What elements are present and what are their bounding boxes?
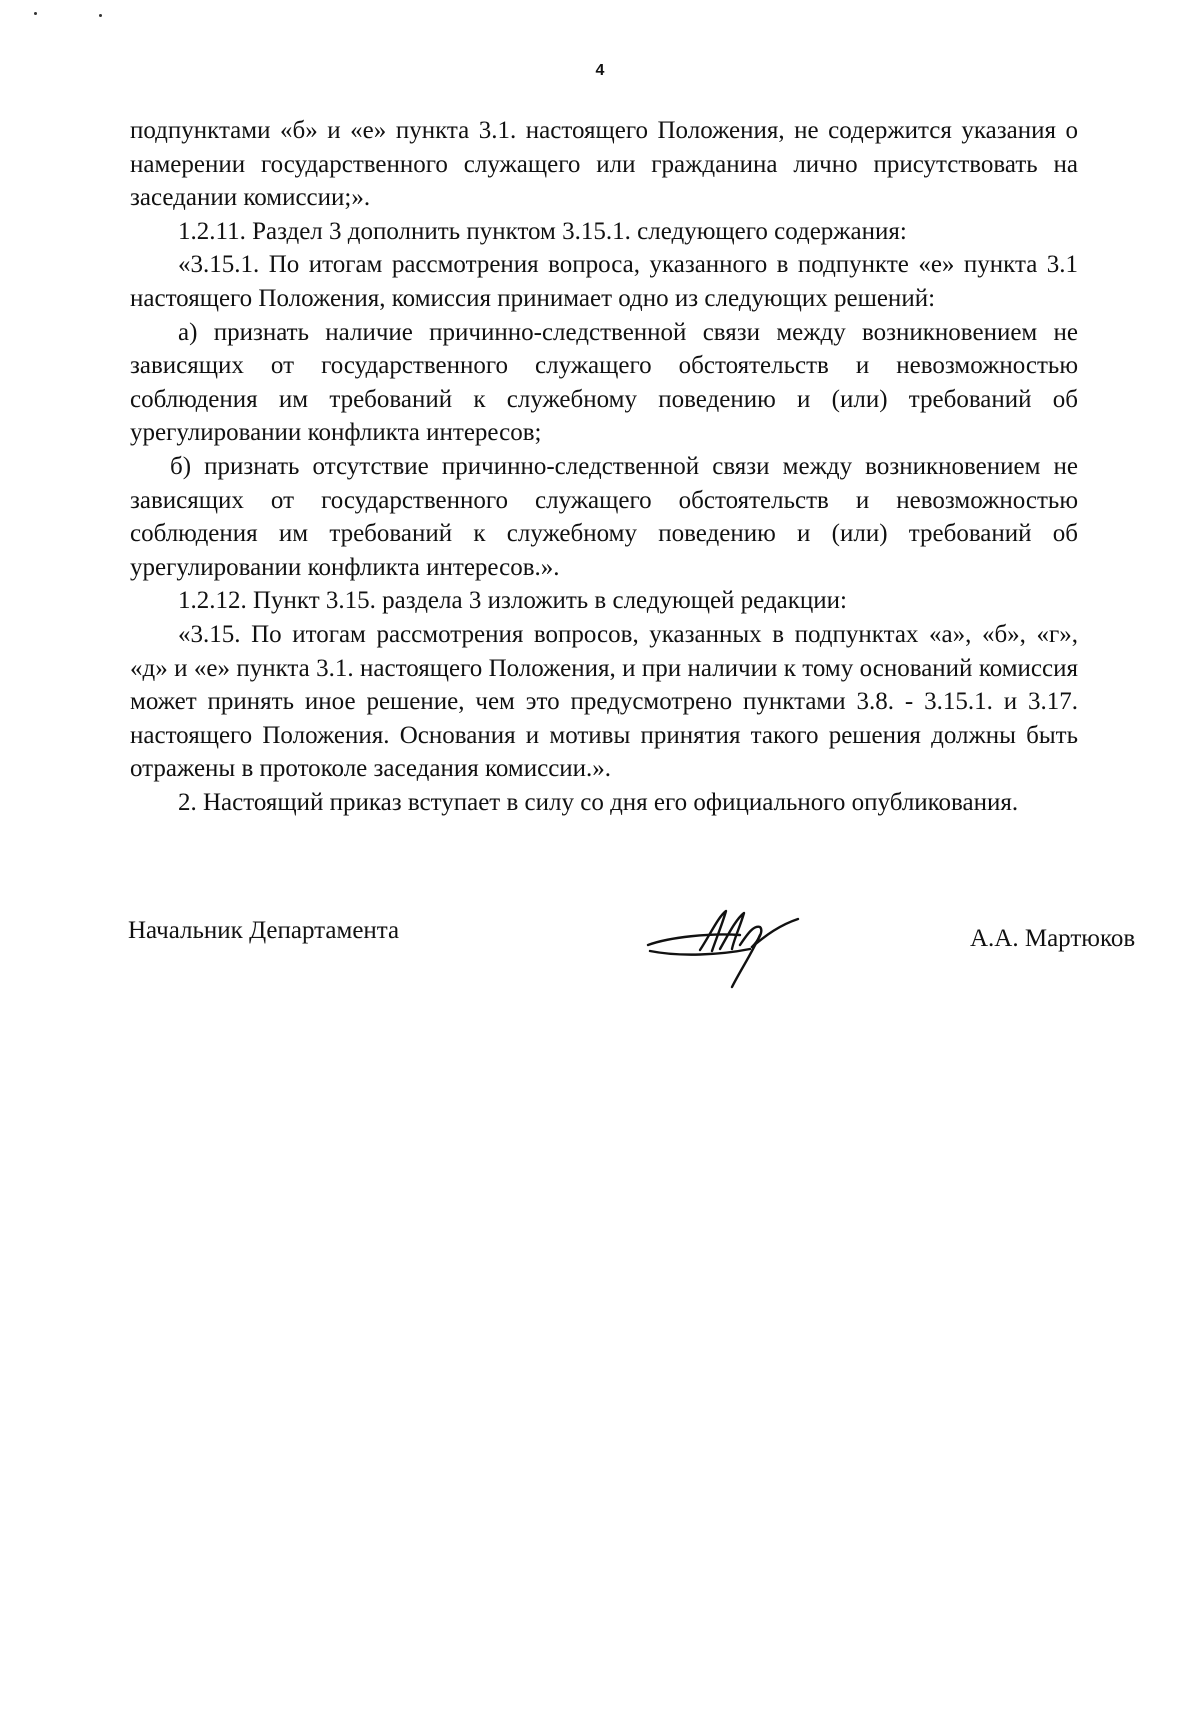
page-number: 4 [595,62,605,79]
signer-position: Начальник Департамента [128,917,400,944]
paragraph-subclause-b: б) признать отсутствие причинно-следственной связи между возникновением не зависящих от государственного служащего обстоятельств и невозможностью соблюдения им требований к служебному поведению и (или) требований об урегулировании конфликта интересов.». [130,452,1078,581]
paragraph-clause-3-15-1: «3.15.1. По итогам рассмотрения вопроса, указанного в подпункте «е» пункта 3.1 настоящего Положения, комиссия принимает одно из следующих решений: [130,251,1078,312]
signature-block [0,905,1200,1005]
scan-speck [34,12,37,15]
signer-name: А.А. Мартюков [970,925,1136,952]
paragraph-clause-3-15: «3.15. По итогам рассмотрения вопросов, указанных в подпунктах «а», «б», «г», «д» и «е» пункта 3.1. настоящего Положения, и при наличии к тому оснований комиссия может принять иное решение, чем это предусмотрено пунктами 3.8. - 3.15.1. и 3.17. настоящего Положения. Основания и мотивы принятия такого решения должны быть отражены в протоколе заседания комиссии.». [130,620,1078,783]
paragraph-item-1-2-12: 1.2.12. Пункт 3.15. раздела 3 изложить в следующей редакции: [178,587,847,615]
handwritten-signature [640,905,830,995]
paragraph-item-1-2-11: 1.2.11. Раздел 3 дополнить пунктом 3.15.1. следующего содержания: [178,217,907,245]
paragraph-item-2: 2. Настоящий приказ вступает в силу со дня его официального опубликования. [178,788,1019,816]
document-body [130,114,1078,819]
paragraph-continuation: подпунктами «б» и «е» пункта 3.1. настоящего Положения, не содержится указания о намерении государственного служащего или гражданина лично присутствовать на заседании комиссии;». [130,117,1078,212]
paragraph-subclause-a: а) признать наличие причинно-следственной связи между возникновением не зависящих от государственного служащего обстоятельств и невозможностью соблюдения им требований к служебному поведению и (или) требований об урегулировании конфликта интересов; [130,318,1078,447]
scan-speck [99,14,102,17]
